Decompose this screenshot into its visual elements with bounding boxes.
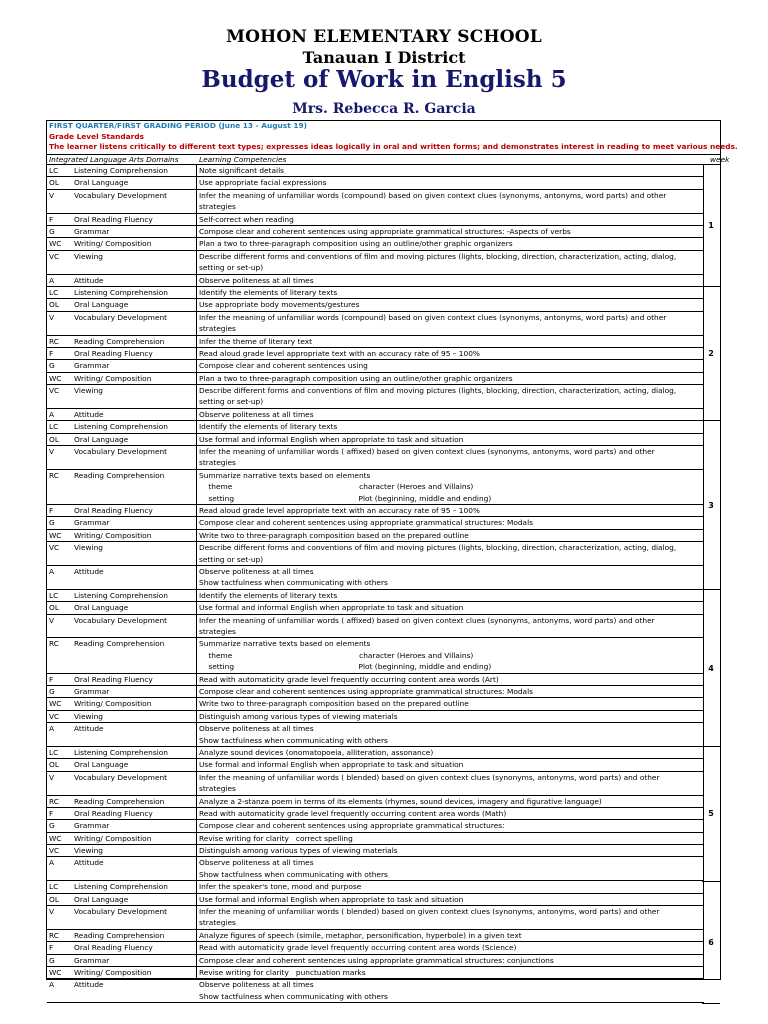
table-row — [47, 434, 704, 446]
domain-name: Attitude — [74, 858, 104, 868]
competency-line: Use formal and informal English when appropriate to task and situation — [199, 760, 464, 770]
domain-code: V — [49, 615, 55, 625]
domain-name: Oral Reading Fluency — [74, 214, 153, 224]
learning-competency — [199, 674, 704, 685]
domain-code: V — [49, 190, 55, 200]
learning-competency — [199, 214, 704, 225]
learning-competency — [199, 177, 704, 188]
domain-name: Reading Comprehension — [74, 336, 165, 346]
table-info — [49, 121, 738, 153]
school-name: MOHON ELEMENTARY SCHOOL — [226, 27, 542, 47]
table-row — [47, 299, 704, 311]
table-row — [47, 517, 704, 529]
table-row — [47, 820, 704, 832]
domain-code: A — [49, 567, 55, 576]
learning-competency — [199, 833, 704, 844]
competency-line: Infer the meaning of unfamiliar words ( affixed) based on given context clues (synonyms, antonyms, word parts) and other — [199, 615, 655, 625]
learning-competency — [199, 385, 704, 408]
domain-name: Listening Comprehension — [74, 422, 168, 432]
learning-competency — [199, 312, 704, 335]
competency-line: Observe politeness at all times — [199, 409, 314, 419]
competency-line: Use formal and informal English when appropriate to task and situation — [199, 603, 464, 613]
table-row — [47, 360, 704, 372]
domain-code: G — [49, 955, 55, 965]
competency-line: strategies — [199, 918, 236, 928]
competency-line: Self-correct when reading — [199, 214, 294, 224]
table-row — [47, 542, 704, 566]
table-row — [47, 177, 704, 189]
domain-code: OL — [49, 178, 59, 188]
domain-name: Viewing — [74, 251, 103, 261]
table-row — [47, 238, 704, 250]
table-row — [47, 942, 704, 954]
competency-line: Write two to three-paragraph composition based on the prepared outline — [199, 530, 469, 540]
competency-line: Revise writing for clarity punctuation marks — [199, 968, 366, 977]
district-name: Tanauan I District — [302, 48, 466, 67]
learning-competency — [199, 808, 704, 819]
domain-name: Reading Comprehension — [74, 930, 165, 940]
domain-name: Viewing — [74, 386, 103, 396]
competency-line: strategies — [199, 784, 236, 794]
learning-competency — [199, 723, 704, 746]
competency-line: Note significant details — [199, 166, 284, 175]
competency-line: Compose clear and coherent sentences using appropriate grammatical structures: -Aspects of verbs — [199, 226, 571, 236]
table-row — [47, 409, 704, 421]
domain-code: F — [49, 674, 54, 684]
domain-code: V — [49, 772, 55, 782]
domain-code: RC — [49, 930, 59, 940]
domain-name: Grammar — [74, 518, 110, 528]
competency-line: Read aloud grade level appropriate text with an accuracy rate of 95 – 100% — [199, 348, 480, 358]
table-row — [47, 373, 704, 385]
domain-code: LC — [49, 166, 59, 175]
competency-line: Identify the elements of literary texts — [199, 287, 338, 297]
header-competencies: Learning Competencies — [199, 155, 287, 164]
budget-table — [46, 120, 738, 1001]
domain-code: V — [49, 907, 55, 917]
table-row — [47, 190, 704, 214]
domain-name: Grammar — [74, 821, 110, 831]
table-row — [47, 759, 704, 771]
competency-line: Compose clear and coherent sentences using appropriate grammatical structures: Modals — [199, 518, 533, 528]
domain-name: Listening Comprehension — [74, 166, 168, 175]
competency-line: Identify the elements of literary texts — [199, 590, 338, 600]
learning-competency — [199, 698, 704, 709]
table-row — [47, 226, 704, 238]
learning-competency — [199, 226, 704, 237]
competency-line: Infer the meaning of unfamiliar words ( blended) based on given context clues (synonyms, antonyms, word parts) and other — [199, 907, 660, 917]
domain-code: RC — [49, 336, 59, 346]
learning-competency — [199, 409, 704, 420]
competency-line: Show tactfulness when communicating with others — [199, 991, 388, 1001]
table-row — [47, 747, 704, 759]
learning-competency — [199, 470, 704, 504]
domain-name: Vocabulary Development — [74, 447, 168, 457]
competency-line: Identify the elements of literary texts — [199, 422, 338, 432]
learning-competency — [199, 421, 704, 432]
domain-name: Reading Comprehension — [74, 639, 165, 649]
table-row — [47, 698, 704, 710]
domain-code: RC — [49, 470, 59, 480]
learning-competency — [199, 434, 704, 445]
competency-line: Use formal and informal English when appropriate to task and situation — [199, 894, 464, 904]
competency-line: Compose clear and coherent sentences using — [199, 361, 368, 371]
learning-competency — [199, 602, 704, 613]
domain-code: LC — [49, 590, 59, 600]
domain-name: Grammar — [74, 686, 110, 696]
domain-name: Attitude — [74, 567, 104, 576]
learning-competency — [199, 747, 704, 758]
domain-code: VC — [49, 251, 60, 261]
domain-name: Listening Comprehension — [74, 882, 168, 892]
domain-name: Writing/ Composition — [74, 530, 152, 540]
domain-code: F — [49, 506, 54, 516]
table-row — [47, 833, 704, 845]
competency-line: Write two to three-paragraph composition based on the prepared outline — [199, 699, 469, 709]
learning-competency — [199, 446, 704, 469]
competency-line: Describe different forms and conventions of film and moving pictures (lights, blocking, direction, characterization, acting, dialog, — [199, 543, 677, 553]
competency-line: Show tactfulness when communicating with others — [199, 869, 388, 879]
table-row — [47, 530, 704, 542]
domain-name: Attitude — [74, 724, 104, 734]
domain-code: VC — [49, 846, 60, 856]
competency-line: strategies — [199, 626, 236, 636]
learning-competency — [199, 881, 704, 892]
domain-code: OL — [49, 894, 59, 904]
table-row — [47, 638, 704, 673]
learning-competency — [199, 190, 704, 213]
competency-line: Distinguish among various types of viewing materials — [199, 846, 398, 856]
table-row — [47, 796, 704, 808]
domain-name: Grammar — [74, 955, 110, 965]
table-row — [47, 930, 704, 942]
competency-line: Use appropriate body movements/gestures — [199, 300, 360, 310]
competency-line: Infer the meaning of unfamiliar words ( affixed) based on given context clues (synonyms, antonyms, word parts) and other — [199, 447, 655, 457]
week-number: 5 — [702, 747, 720, 881]
domain-code: A — [49, 409, 55, 419]
domain-code: OL — [49, 760, 59, 770]
competency-line: setting or set-up) — [199, 263, 264, 273]
competency-line: setting or set-up) — [199, 554, 264, 564]
domain-code: WC — [49, 699, 62, 709]
competency-line: Observe politeness at all times — [199, 980, 314, 990]
table-row — [47, 470, 704, 505]
domain-code: F — [49, 808, 54, 818]
domain-name: Oral Language — [74, 603, 129, 613]
table-row — [47, 505, 704, 517]
domain-code: G — [49, 361, 55, 371]
table-header-row — [47, 154, 730, 165]
competency-line: Revise writing for clarity correct spelling — [199, 833, 353, 843]
learning-competency — [199, 820, 704, 831]
competency-line: theme character (Heroes and Villains) — [199, 482, 474, 492]
domain-code: OL — [49, 300, 59, 310]
domain-code: A — [49, 980, 55, 990]
table-row — [47, 711, 704, 723]
competency-line: Infer the theme of literary text — [199, 336, 313, 346]
competency-line: strategies — [199, 458, 236, 468]
competency-line: Describe different forms and conventions of film and moving pictures (lights, blocking, direction, characterization, acting, dialog, — [199, 251, 677, 261]
domain-code: G — [49, 226, 55, 236]
learning-competency — [199, 979, 704, 1002]
table-row — [47, 275, 704, 287]
table-row — [47, 421, 704, 433]
domain-name: Oral Reading Fluency — [74, 808, 153, 818]
table-row — [47, 906, 704, 930]
table-body — [47, 165, 704, 1003]
learning-competency — [199, 542, 704, 565]
domain-name: Attitude — [74, 275, 104, 285]
domain-name: Grammar — [74, 361, 110, 371]
table-row — [47, 674, 704, 686]
table-row — [47, 251, 704, 275]
table-row — [47, 881, 704, 893]
domain-code: VC — [49, 386, 60, 396]
domain-code: F — [49, 214, 54, 224]
domain-code: OL — [49, 603, 59, 613]
domain-name: Vocabulary Development — [74, 907, 168, 917]
competency-line: Distinguish among various types of viewing materials — [199, 711, 398, 721]
table-row — [47, 894, 704, 906]
domain-code: A — [49, 275, 55, 285]
domain-name: Listening Comprehension — [74, 590, 168, 600]
competency-line: Read aloud grade level appropriate text with an accuracy rate of 95 – 100% — [199, 506, 480, 516]
domain-code: A — [49, 724, 55, 734]
learning-competency — [199, 348, 704, 359]
domain-code: G — [49, 821, 55, 831]
table-row — [47, 590, 704, 602]
competency-line: Analyze a 2-stanza poem in terms of its elements (rhymes, sound devices, imagery and figurative language) — [199, 796, 602, 806]
table-row — [47, 723, 704, 747]
domain-name: Viewing — [74, 711, 103, 721]
domain-name: Reading Comprehension — [74, 796, 165, 806]
competency-line: Infer the speaker's tone, mood and purpose — [199, 882, 362, 892]
learning-competency — [199, 287, 704, 298]
competency-line: Plan a two to three-paragraph composition using an outline/other graphic organizers — [199, 239, 513, 249]
learning-competency — [199, 930, 704, 941]
table-row — [47, 602, 704, 614]
competency-line: setting or set-up) — [199, 397, 264, 407]
learning-competency — [199, 336, 704, 347]
learning-competency — [199, 566, 704, 589]
learning-competency — [199, 505, 704, 516]
learning-competency — [199, 299, 704, 310]
domain-name: Writing/ Composition — [74, 699, 152, 709]
table-row — [47, 385, 704, 409]
domain-name: Writing/ Composition — [74, 239, 152, 249]
table-row — [47, 686, 704, 698]
learning-competency — [199, 686, 704, 697]
table-row — [47, 165, 704, 177]
domain-name: Attitude — [74, 980, 104, 990]
competency-line: setting Plot (beginning, middle and ending) — [199, 493, 492, 503]
competency-line: setting Plot (beginning, middle and ending) — [199, 662, 492, 672]
domain-name: Viewing — [74, 543, 103, 553]
domain-code: V — [49, 312, 55, 322]
table-row — [47, 336, 704, 348]
week-number: 2 — [702, 287, 720, 421]
table-row — [47, 772, 704, 796]
domain-code: LC — [49, 882, 59, 892]
learning-competency — [199, 759, 704, 770]
competency-line: Observe politeness at all times — [199, 724, 314, 734]
competency-line: Read with automaticity grade level frequently occurring content area words (Art) — [199, 674, 499, 684]
domain-name: Listening Comprehension — [74, 287, 168, 297]
table-row — [47, 312, 704, 336]
table-row — [47, 446, 704, 470]
table-row — [47, 348, 704, 360]
domain-code: RC — [49, 796, 59, 806]
domain-name: Oral Reading Fluency — [74, 943, 153, 953]
competency-line: Infer the meaning of unfamiliar words ( blended) based on given context clues (synonyms, antonyms, word parts) and other — [199, 772, 660, 782]
week-number: 1 — [702, 165, 720, 287]
competency-line: Plan a two to three-paragraph composition using an outline/other graphic organizers — [199, 373, 513, 383]
table-row — [47, 967, 704, 979]
domain-code: LC — [49, 747, 59, 757]
learning-competency — [199, 772, 704, 795]
domain-code: LC — [49, 422, 59, 432]
domain-code: VC — [49, 711, 60, 721]
domain-code: RC — [49, 639, 59, 649]
competency-line: Observe politeness at all times — [199, 567, 314, 576]
domain-name: Grammar — [74, 226, 110, 236]
domain-code: V — [49, 447, 55, 457]
competency-line: theme character (Heroes and Villains) — [199, 650, 474, 660]
header-week: week — [710, 155, 730, 164]
table-row — [47, 955, 704, 967]
domain-code: WC — [49, 373, 62, 383]
domain-name: Vocabulary Development — [74, 190, 168, 200]
domain-code: WC — [49, 239, 62, 249]
domain-name: Oral Reading Fluency — [74, 506, 153, 516]
learning-competency — [199, 845, 704, 856]
learning-competency — [199, 590, 704, 601]
domain-name: Writing/ Composition — [74, 968, 152, 977]
table-row — [47, 845, 704, 857]
learning-competency — [199, 967, 704, 978]
competency-line: Compose clear and coherent sentences using appropriate grammatical structures: Modals — [199, 686, 533, 696]
competency-line: Infer the meaning of unfamiliar words (compound) based on given context clues (synonyms, antonyms, word parts) and other — [199, 312, 667, 322]
domain-code: A — [49, 858, 55, 868]
learning-competency — [199, 530, 704, 541]
domain-code: G — [49, 518, 55, 528]
week-number: 6 — [702, 882, 720, 1004]
domain-code: F — [49, 943, 54, 953]
quarter-label: FIRST QUARTER/FIRST GRADING PERIOD (June 13 - August 19) — [49, 121, 307, 130]
competency-line: Summarize narrative texts based on elements — [199, 470, 371, 480]
header-domains: Integrated Language Arts Domains — [49, 155, 179, 164]
table-row — [47, 979, 704, 1003]
domain-name: Oral Language — [74, 894, 129, 904]
learning-competency — [199, 238, 704, 249]
competency-line: Use appropriate facial expressions — [199, 178, 327, 188]
learning-competency — [199, 251, 704, 274]
learning-competency — [199, 275, 704, 286]
domain-name: Viewing — [74, 846, 103, 856]
competency-line: Read with automaticity grade level frequently occurring content area words (Science) — [199, 943, 517, 953]
domain-code: F — [49, 348, 54, 358]
competency-line: Observe politeness at all times — [199, 275, 314, 285]
learning-competency — [199, 373, 704, 384]
competency-line: Compose clear and coherent sentences using appropriate grammatical structures: — [199, 821, 505, 831]
teacher-name: Mrs. Rebecca R. Garcia — [292, 101, 476, 117]
domain-name: Oral Reading Fluency — [74, 674, 153, 684]
competency-line: Observe politeness at all times — [199, 858, 314, 868]
grade-level-standards-label: Grade Level Standards — [49, 131, 144, 141]
competency-line: Infer the meaning of unfamiliar words (compound) based on given context clues (synonyms, antonyms, word parts) and other — [199, 190, 667, 200]
domain-code: WC — [49, 968, 62, 977]
table-row — [47, 857, 704, 881]
learning-competency — [199, 360, 704, 371]
competency-line: Analyze figures of speech (simile, metaphor, personification, hyperbole) in a given text — [199, 930, 522, 940]
domain-name: Oral Language — [74, 178, 129, 188]
grade-level-standard-text: The learner listens critically to different text types; expresses ideas logically in oral and written forms; and demonstrates interest in reading to meet various needs. — [49, 142, 738, 151]
week-number: 4 — [702, 590, 720, 747]
domain-code: WC — [49, 530, 62, 540]
table-row — [47, 566, 704, 590]
learning-competency — [199, 955, 704, 966]
domain-name: Oral Language — [74, 300, 129, 310]
week-number: 3 — [702, 421, 720, 590]
competency-line: Show tactfulness when communicating with others — [199, 578, 388, 588]
document-title: Budget of Work in English 5 — [201, 66, 567, 93]
learning-competency — [199, 517, 704, 528]
domain-code: LC — [49, 287, 59, 297]
learning-competency — [199, 615, 704, 638]
learning-competency — [199, 796, 704, 807]
learning-competency — [199, 165, 704, 176]
domain-name: Reading Comprehension — [74, 470, 165, 480]
learning-competency — [199, 942, 704, 953]
competency-line: Compose clear and coherent sentences using appropriate grammatical structures: conjunctions — [199, 955, 554, 965]
competency-line: Read with automaticity grade level frequently occurring content area words (Math) — [199, 808, 507, 818]
learning-competency — [199, 711, 704, 722]
domain-name: Oral Language — [74, 760, 129, 770]
domain-code: OL — [49, 434, 59, 444]
competency-line: Describe different forms and conventions of film and moving pictures (lights, blocking, direction, characterization, acting, dialog, — [199, 386, 677, 396]
table-row — [47, 808, 704, 820]
learning-competency — [199, 638, 704, 672]
domain-name: Attitude — [74, 409, 104, 419]
competency-line: strategies — [199, 202, 236, 212]
competency-line: strategies — [199, 324, 236, 334]
domain-name: Writing/ Composition — [74, 833, 152, 843]
domain-code: WC — [49, 833, 62, 843]
learning-competency — [199, 857, 704, 880]
competency-line: Use formal and informal English when appropriate to task and situation — [199, 434, 464, 444]
domain-name: Writing/ Composition — [74, 373, 152, 383]
domain-name: Vocabulary Development — [74, 312, 168, 322]
domain-code: G — [49, 686, 55, 696]
table-row — [47, 615, 704, 639]
table-row — [47, 287, 704, 299]
domain-name: Oral Language — [74, 434, 129, 444]
domain-name: Oral Reading Fluency — [74, 348, 153, 358]
domain-name: Vocabulary Development — [74, 772, 168, 782]
competency-line: Summarize narrative texts based on elements — [199, 639, 371, 649]
domain-code: VC — [49, 543, 60, 553]
learning-competency — [199, 906, 704, 929]
competency-line: Show tactfulness when communicating with others — [199, 735, 388, 745]
domain-name: Listening Comprehension — [74, 747, 168, 757]
competency-line: Analyze sound devices (onomatopoeia, alliteration, assonance) — [199, 747, 434, 757]
learning-competency — [199, 894, 704, 905]
domain-name: Vocabulary Development — [74, 615, 168, 625]
table-row — [47, 214, 704, 226]
